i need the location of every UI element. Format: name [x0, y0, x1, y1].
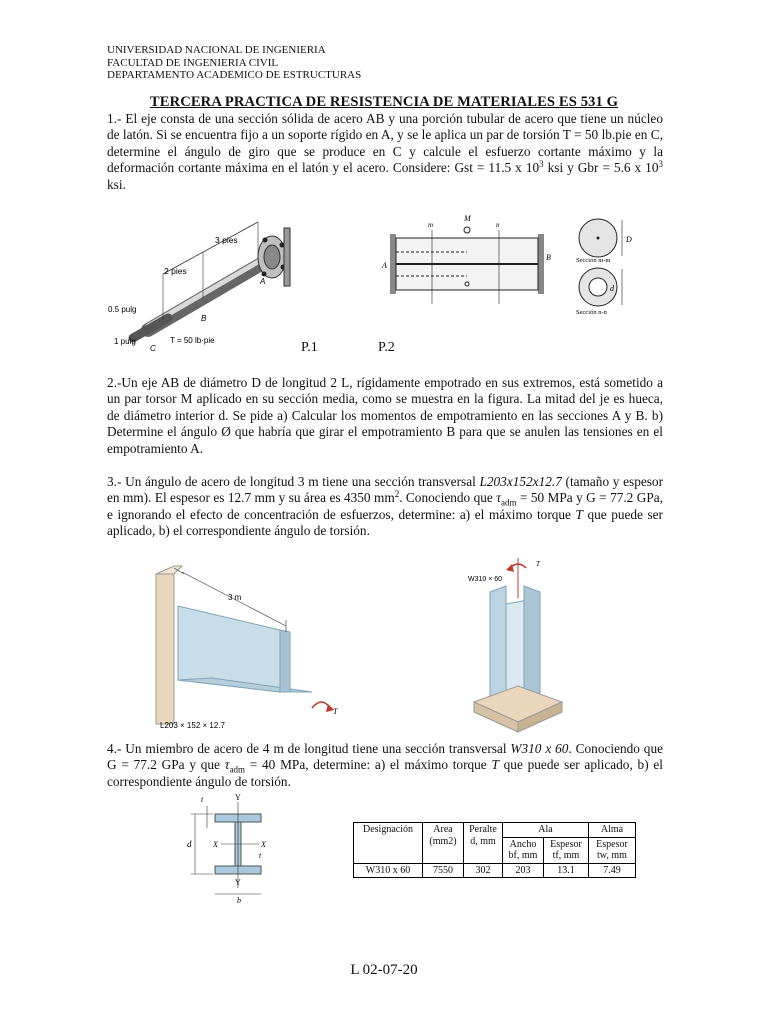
label-w310: W310 × 60 — [468, 576, 503, 583]
problem-3-text-e: que puede ser aplicado, b) el correspondiente ángulo de torsión. — [107, 506, 663, 539]
label-sec-m: Sección m-m — [576, 257, 611, 264]
label-1-pulg: 1 pulg — [114, 337, 136, 346]
problem-3-text-d: = 50 MPa y G = 77.2 GPa, e ignorando el efecto de concentración de esfuerzos, determine: a) el máximo torque — [107, 490, 663, 522]
label-torque-t2: T — [536, 560, 540, 568]
shaft-drawing — [133, 222, 290, 338]
exponent: 2 — [394, 489, 400, 500]
department-name: DEPARTAMENTO ACADEMICO DE ESTRUCTURAS — [107, 69, 362, 81]
label-x-left: X — [213, 840, 218, 849]
label-y-top: Y — [235, 793, 241, 802]
label-angle-section: L203 × 152 × 12.7 — [160, 721, 225, 730]
label-b-end: B — [546, 253, 551, 262]
angle-member-drawing — [156, 566, 334, 724]
exponent: 3 — [658, 159, 663, 170]
label-bf: b — [237, 896, 241, 904]
problem-2-text: 2.-Un eje AB de diámetro D de longitud 2 L, rígidamente empotrado en sus extremos, está sometido a un par torsor M aplicado en su sección media, como se muestra en la figura. La mitad del je es hueca, de diámetro interior d. Se pide a) Calcular los momentos de empotramiento en las secciones A y B. b) Determine el ángulo Ø que habría que girar el empotramiento B para que se anulen las tensiones en el empotramiento A. — [107, 375, 663, 456]
problem-4-text-a: 4.- Un miembro de acero de 4 m de longitud tiene una sección transversal — [107, 741, 511, 756]
university-name: UNIVERSIDAD NACIONAL DE INGENIERIA — [107, 44, 326, 56]
exponent: 3 — [539, 159, 544, 170]
problem-3-text-a: 3.- Un ángulo de acero de longitud 3 m tiene una sección transversal — [107, 474, 480, 489]
page-title: TERCERA PRACTICA DE RESISTENCIA DE MATERIALES ES 531 G — [149, 94, 619, 110]
label-y-bottom: Y — [235, 878, 241, 887]
label-diameter-d: D — [626, 235, 632, 244]
label-d: d — [187, 839, 192, 849]
torque-symbol: T — [491, 757, 499, 773]
cell-ancho: 203 — [503, 863, 544, 878]
table-row — [354, 863, 636, 878]
label-point-c: C — [150, 344, 156, 352]
label-tw: t — [259, 851, 262, 860]
cell-area: 7550 — [423, 863, 464, 878]
cell-peralte: 302 — [464, 863, 503, 878]
tau-symbol: τ — [224, 757, 230, 773]
header-ancho: Ancho bf, mm — [503, 837, 544, 863]
label-sec-n: Sección n-n — [576, 309, 607, 316]
header-area: Area (mm2) — [423, 823, 464, 864]
label-3-pies: 3 pies — [215, 235, 238, 245]
cell-designacion: W310 x 60 — [354, 863, 423, 878]
label-point-a: A — [260, 277, 266, 286]
w-section-drawing — [191, 802, 261, 894]
label-m-moment: M — [464, 214, 471, 223]
label-05-pulg: 0.5 pulg — [108, 305, 137, 314]
label-section-n: n — [496, 221, 500, 229]
label-2-pies: 2 pies — [164, 266, 187, 276]
cross-sections-figure-p2 — [576, 212, 650, 316]
label-length-3m: 3 m — [228, 593, 242, 602]
problem-4-text-c: = 40 MPa, determine: a) el máximo torque — [245, 757, 492, 773]
cell-espesor-tw: 7.49 — [589, 863, 636, 878]
section-designation-w: W310 x 60 — [510, 741, 569, 756]
header-ala: Ala — [503, 823, 589, 838]
table-header-row — [354, 823, 636, 838]
section-properties-table — [353, 822, 636, 878]
faculty-name: FACULTAD DE INGENIERIA CIVIL — [107, 56, 279, 69]
problem-4-text — [107, 741, 663, 790]
label-x-right: X — [261, 840, 266, 849]
header-espesor-tw: Espesor tw, mm — [589, 837, 636, 863]
header-espesor-tf: Espesor tf, mm — [544, 837, 589, 863]
label-torque-t: T — [333, 707, 338, 716]
problem-3-text-c: . Conociendo que — [399, 490, 497, 506]
problem-1-text-b: ksi y Gbr = 5.6 x 10 — [543, 160, 659, 176]
caption-p2: P.2 — [378, 340, 395, 355]
problem-3-text — [107, 474, 663, 540]
label-section-m: m — [428, 221, 434, 229]
section-designation: L203x152x12.7 — [479, 474, 562, 489]
torque-symbol: T — [575, 506, 583, 522]
caption-p1: P.1 — [301, 340, 318, 355]
header-alma: Alma — [589, 823, 636, 838]
label-torque: T = 50 lb·pie — [170, 336, 215, 345]
tau-symbol: τ — [496, 490, 501, 506]
page-footer: L 02-07-20 — [350, 962, 418, 978]
w-section-figure — [185, 792, 275, 904]
label-inner-d: d — [610, 284, 614, 293]
fixed-shaft-figure-p2 — [382, 212, 558, 316]
wide-flange-column-drawing — [474, 558, 562, 732]
fixed-shaft-drawing — [390, 227, 544, 304]
institution-header — [107, 44, 361, 82]
label-point-b: B — [201, 314, 207, 323]
shaft-figure-p1 — [108, 212, 308, 352]
label-tf: t — [201, 795, 204, 804]
problem-4-text-b: . Conociendo que G = 77.2 GPa y que — [107, 741, 664, 773]
subscript-adm: adm — [229, 765, 245, 776]
problem-3-text-b: (tamaño y espesor en mm). El espesor es 12.7 mm y su área es 4350 mm — [107, 474, 663, 506]
problem-1-text — [107, 111, 663, 193]
problem-1-text-c: ksi. — [107, 176, 126, 192]
label-a-end: A — [382, 261, 387, 270]
wide-flange-column-figure — [468, 556, 568, 736]
header-designacion: Designación — [354, 823, 423, 864]
problem-1-text-a: 1.- El eje consta de una sección sólida de acero AB y una porción tubular de acero que tiene un núcleo de latón. Si se encuentra fijo a un soporte rígido en A, y se le aplica un par de torsión T = 50 lb.pie en C, determine el ángulo de giro que se produce en C y calcule el esfuerzo cortante máximo y la deformación cortante máxima en el latón y el acero. Considere: Gst = 11.5 x 10 — [107, 111, 663, 176]
problem-4-text-d: que puede ser aplicado, b) el correspondiente ángulo de torsión. — [107, 757, 663, 789]
subscript-adm: adm — [500, 498, 517, 509]
header-peralte: Peralte d, mm — [464, 823, 503, 864]
angle-member-figure — [152, 558, 352, 736]
cell-espesor-tf: 13.1 — [544, 863, 589, 878]
